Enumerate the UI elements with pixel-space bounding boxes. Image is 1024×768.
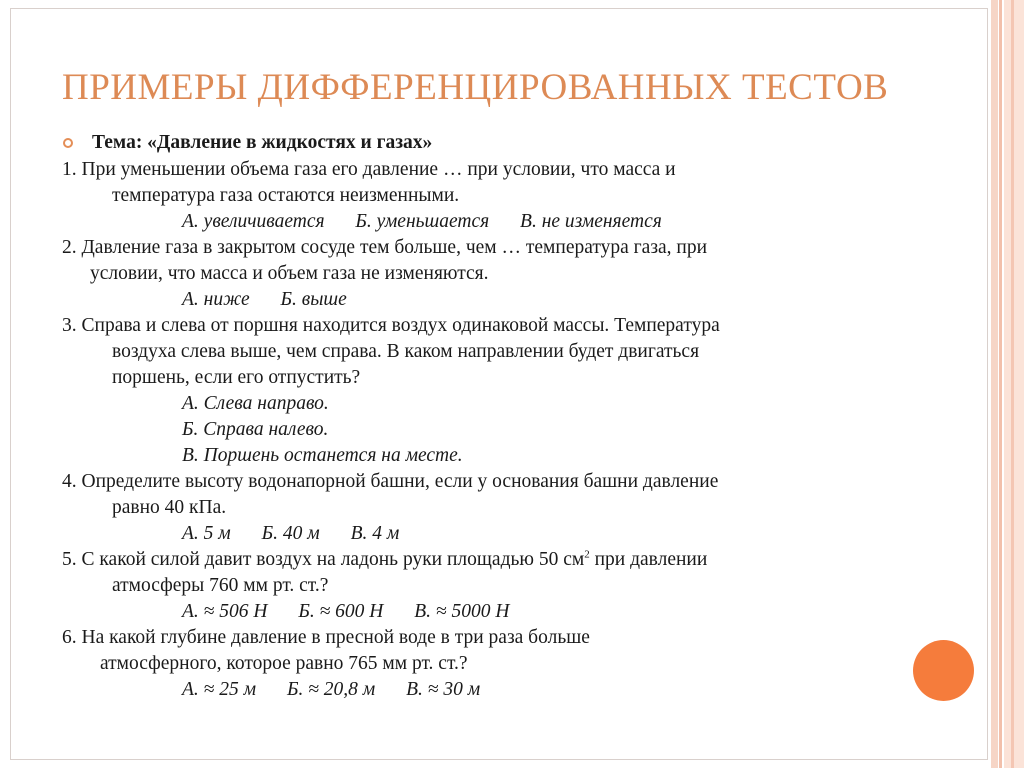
question-5-line-2: атмосферы 760 мм рт. ст.? — [112, 575, 329, 596]
question-1-line-2: температура газа остаются неизменными. — [112, 185, 460, 206]
answer-b: Б. выше — [280, 289, 347, 310]
question-3 — [62, 313, 964, 391]
answer-c: В. ≈ 30 м — [406, 679, 481, 700]
answer-b: Б. 40 м — [261, 523, 320, 544]
slide-content — [62, 130, 964, 703]
answer-a: А. 5 м — [182, 523, 231, 544]
question-6-answers — [62, 677, 964, 703]
topic-line — [62, 130, 964, 156]
question-4 — [62, 469, 964, 521]
answer-c: В. ≈ 5000 Н — [414, 601, 510, 622]
question-4-answers — [62, 521, 964, 547]
circle-bullet-icon — [63, 138, 73, 148]
question-5-line-1a: 5. С какой силой давит воздух на ладонь руки площадью 50 см — [62, 549, 585, 570]
question-3-line-1: 3. Справа и слева от поршня находится воздух одинаковой массы. Температура — [62, 315, 720, 336]
question-6 — [62, 625, 964, 677]
question-6-line-2: атмосферного, которое равно 765 мм рт. ст.? — [100, 653, 468, 674]
question-5-line-1 — [62, 547, 964, 573]
question-5 — [62, 547, 964, 599]
answer-b: Б. ≈ 20,8 м — [286, 679, 376, 700]
question-5-answers — [62, 599, 964, 625]
decor-stripe — [991, 0, 998, 768]
answer-c: В. 4 м — [350, 523, 400, 544]
question-6-line-1: 6. На какой глубине давление в пресной воде в три раза больше — [62, 627, 590, 648]
question-1-line-1: 1. При уменьшении объема газа его давление … при условии, что масса и — [62, 159, 676, 180]
topic-text: Тема: «Давление в жидкостях и газах» — [92, 132, 433, 153]
question-2 — [62, 235, 964, 287]
answer-a: А. ≈ 506 Н — [182, 601, 268, 622]
answer-b: Б. ≈ 600 Н — [298, 601, 384, 622]
question-1 — [62, 157, 964, 209]
question-2-line-2: условии, что масса и объем газа не изменяются. — [90, 263, 489, 284]
decorative-circle — [913, 640, 974, 701]
question-1-answers — [62, 209, 964, 235]
question-3-line-2: воздуха слева выше, чем справа. В каком направлении будет двигаться — [112, 341, 700, 362]
question-2-line-1: 2. Давление газа в закрытом сосуде тем больше, чем … температура газа, при — [62, 237, 708, 258]
answer-b: Б. уменьшается — [355, 211, 490, 232]
answer-c: В. Поршень останется на месте. — [182, 445, 463, 466]
decor-stripe — [999, 0, 1002, 768]
question-4-line-1: 4. Определите высоту водонапорной башни, если у основания башни давление — [62, 471, 719, 492]
slide-title: ПРИМЕРЫ ДИФФЕРЕНЦИРОВАННЫХ ТЕСТОВ — [62, 67, 889, 108]
answer-a: А. ≈ 25 м — [182, 679, 257, 700]
question-2-answers — [62, 287, 964, 313]
answer-a: А. Слева направо. — [182, 393, 329, 414]
question-4-line-2: равно 40 кПа. — [112, 497, 227, 518]
question-3-answers — [62, 391, 964, 469]
question-5-line-1b: при давлении — [589, 549, 708, 570]
question-3-line-3: поршень, если его отпустить? — [112, 367, 361, 388]
answer-a: А. увеличивается — [182, 211, 325, 232]
answer-a: А. ниже — [182, 289, 250, 310]
superscript: 2 — [584, 548, 590, 561]
decor-stripe — [1004, 0, 1024, 768]
answer-c: В. не изменяется — [520, 211, 662, 232]
decor-stripe — [1011, 0, 1014, 768]
answer-b: Б. Справа налево. — [182, 419, 329, 440]
